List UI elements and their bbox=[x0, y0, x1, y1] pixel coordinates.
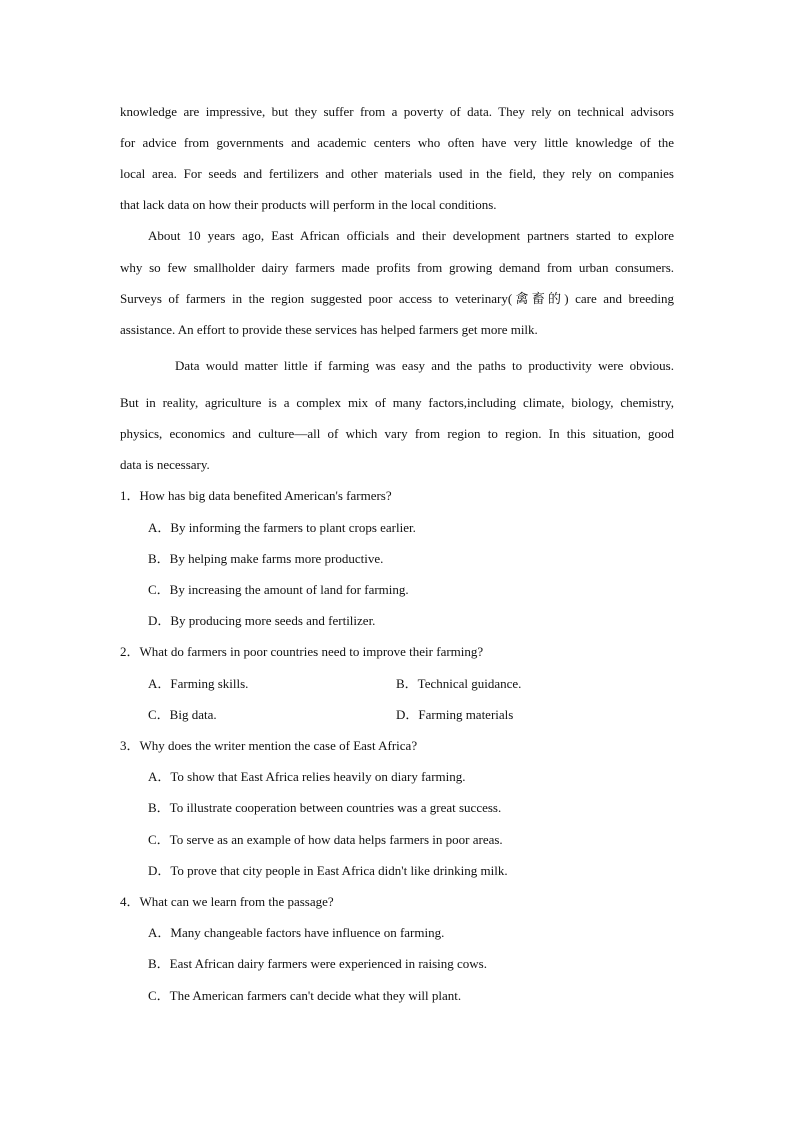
passage-p2-line-1: About 10 years ago, East African officials and their development partners started to explore bbox=[148, 228, 674, 243]
question-1-stem: 1．How has big data benefited American's farmers? bbox=[120, 488, 392, 503]
passage-p3-line-1: Data would matter little if farming was easy and the paths to productivity were obvious. bbox=[175, 358, 674, 373]
question-3-option-a: A．To show that East Africa relies heavily on diary farming. bbox=[148, 769, 466, 784]
passage-p1-line-1: knowledge are impressive, but they suffer from a poverty of data. They rely on technical advisors bbox=[120, 104, 674, 119]
question-2-option-b: B．Technical guidance. bbox=[396, 676, 522, 691]
question-2-stem: 2．What do farmers in poor countries need to improve their farming? bbox=[120, 644, 484, 659]
passage-p2-line-2: why so few smallholder dairy farmers made profits from growing demand from urban consumers. bbox=[120, 260, 674, 275]
passage-p1-line-2: for advice from governments and academic centers who often have very little knowledge of the bbox=[120, 135, 674, 150]
passage-p3-line-2: But in reality, agriculture is a complex mix of many factors,including climate, biology, chemistry, bbox=[120, 395, 674, 410]
question-2-option-c: C．Big data. bbox=[148, 707, 217, 722]
question-1-option-d: D．By producing more seeds and fertilizer. bbox=[148, 613, 376, 628]
question-4-option-c: C．The American farmers can't decide what they will plant. bbox=[148, 988, 462, 1003]
passage-p3-line-3: physics, economics and culture—all of which vary from region to region. In this situation, good bbox=[120, 426, 674, 441]
passage-p2-line-4: assistance. An effort to provide these services has helped farmers get more milk. bbox=[120, 322, 538, 337]
passage-p2-line-3: Surveys of farmers in the region suggested poor access to veterinary(禽畜的) care and breeding bbox=[120, 291, 674, 306]
question-3-option-d: D．To prove that city people in East Africa didn't like drinking milk. bbox=[148, 863, 508, 878]
question-1-option-b: B．By helping make farms more productive. bbox=[148, 551, 384, 566]
question-3-option-b: B．To illustrate cooperation between countries was a great success. bbox=[148, 800, 502, 815]
question-3-stem: 3．Why does the writer mention the case of East Africa? bbox=[120, 738, 418, 753]
question-4-option-a: A．Many changeable factors have influence on farming. bbox=[148, 925, 445, 940]
passage-p1-line-4: that lack data on how their products will perform in the local conditions. bbox=[120, 197, 497, 212]
question-4-stem: 4．What can we learn from the passage? bbox=[120, 894, 334, 909]
passage-p1-line-3: local area. For seeds and fertilizers and other materials used in the field, they rely on companies bbox=[120, 166, 674, 181]
question-2-option-d: D．Farming materials bbox=[396, 707, 514, 722]
question-2-option-a: A．Farming skills. bbox=[148, 676, 249, 691]
question-4-option-b: B．East African dairy farmers were experienced in raising cows. bbox=[148, 956, 487, 971]
question-1-option-c: C．By increasing the amount of land for farming. bbox=[148, 582, 409, 597]
question-3-option-c: C．To serve as an example of how data helps farmers in poor areas. bbox=[148, 832, 503, 847]
passage-p3-line-4: data is necessary. bbox=[120, 457, 210, 472]
question-1-option-a: A．By informing the farmers to plant crops earlier. bbox=[148, 520, 416, 535]
